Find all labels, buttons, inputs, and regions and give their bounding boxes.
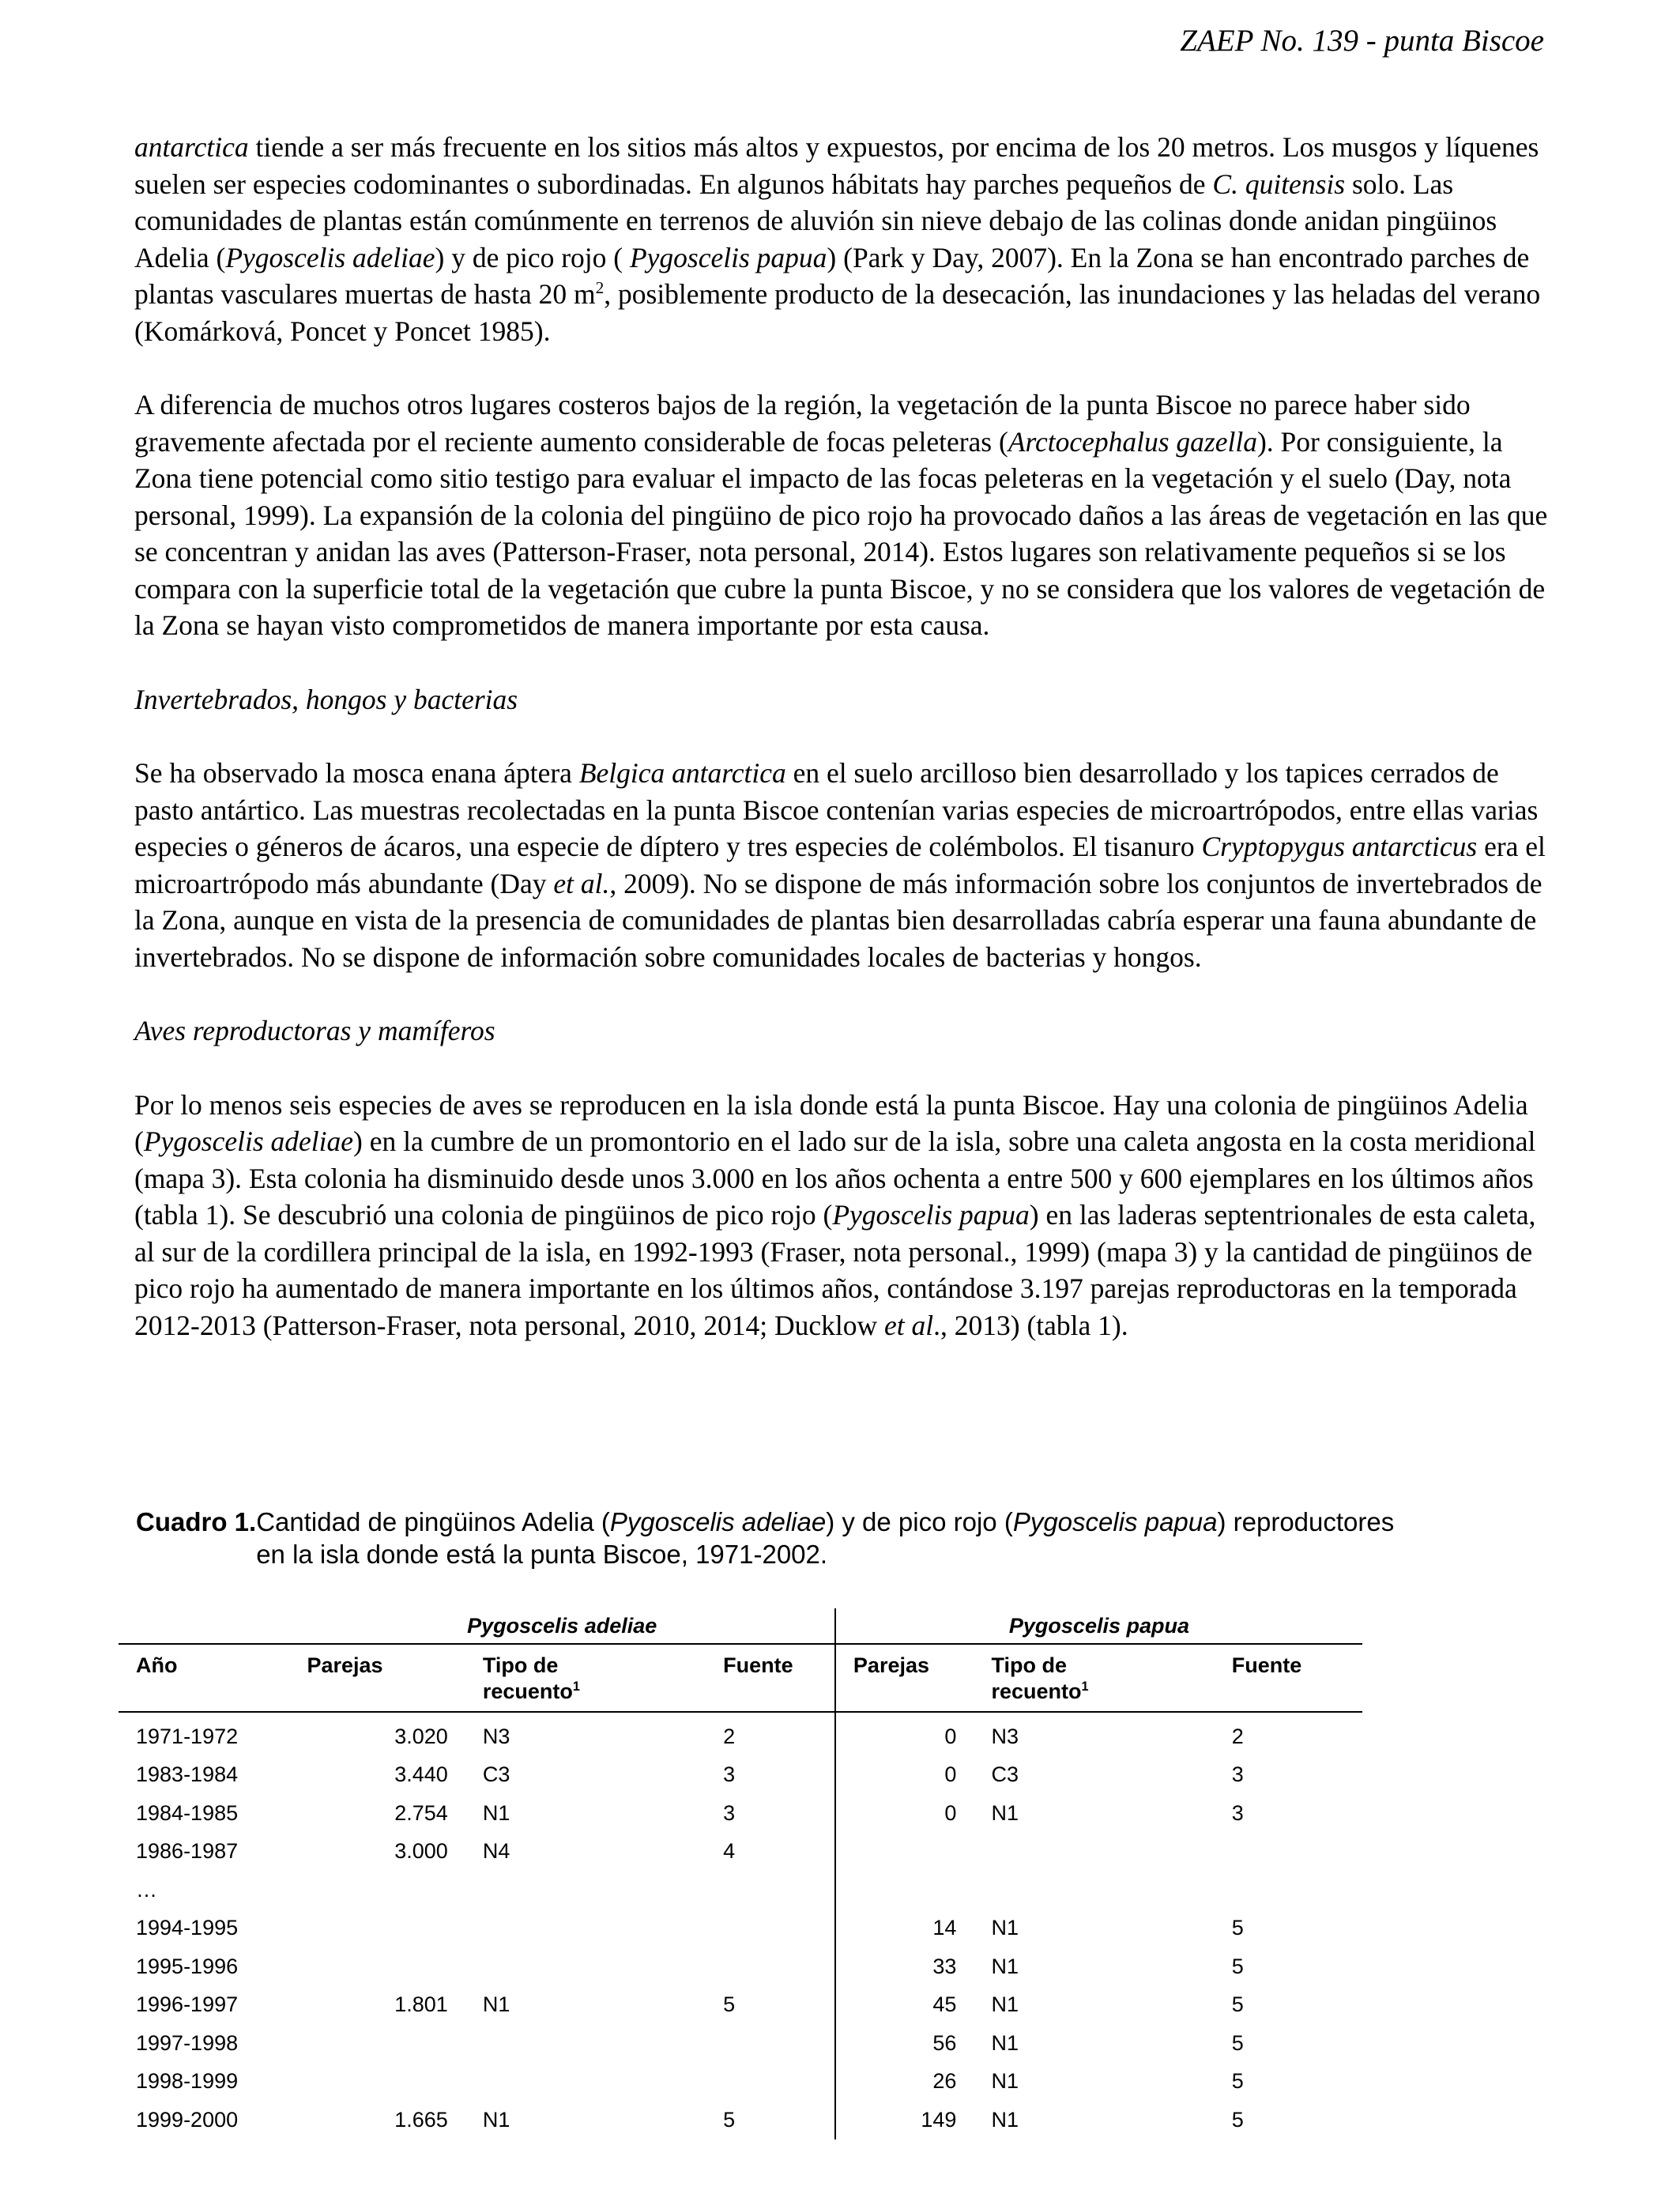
cell-adeliae-count-type: [465, 2063, 706, 2102]
table-row: [119, 2101, 1362, 2139]
column-header-count-type: [465, 1644, 706, 1712]
column-header-source: Fuente: [1215, 1644, 1362, 1712]
cell-papua-pairs: 14: [932, 1916, 957, 1940]
cell-papua-count-type: [974, 1833, 1214, 1872]
cell-papua-count-type: N1: [991, 1800, 1019, 1825]
italic-term: et al.: [553, 867, 610, 899]
section-heading-invertebrates: Invertebrados, hongos y bacterias: [134, 683, 518, 715]
table-row: [119, 1871, 1362, 1909]
cell-adeliae-source: [706, 2024, 835, 2063]
cell-year: 1986-1987: [136, 1839, 239, 1864]
italic-term: Cryptopygus antarcticus: [1201, 831, 1478, 862]
cell-adeliae-source: 5: [706, 2101, 835, 2139]
table-row: [119, 2024, 1362, 2063]
cell-adeliae-count-type: N1: [482, 2107, 510, 2132]
cell-year: 1996-1997: [136, 1992, 239, 2017]
text-run: solo. Las comunidades de plantas están comúnmente en terrenos de aluvión sin nieve debajo de las colinas donde anidan pingüinos Adelia (: [134, 168, 1497, 273]
table-caption: [136, 1506, 1558, 1570]
column-header-source: Fuente: [706, 1644, 835, 1712]
italic-term: Pygoscelis papua: [1012, 1507, 1218, 1536]
section-heading-birds: Aves reproductoras y mamíferos: [134, 1015, 495, 1046]
italic-term: et al: [884, 1309, 934, 1341]
superscript: 2: [595, 278, 605, 298]
footnote-mark: 1: [572, 1679, 580, 1694]
cell-papua-pairs: 0: [944, 1724, 957, 1748]
text-run: ) (Park y Day, 2007). En la Zona se han encontrado parches de plantas vasculares muertas de hasta 20 m: [134, 241, 1530, 310]
caption-label: Cuadro 1.: [136, 1507, 257, 1536]
cell-year: 1971-1972: [136, 1724, 239, 1748]
paragraph-vegetation: [134, 129, 1558, 349]
cell-adeliae-count-type: [465, 2024, 706, 2063]
cell-adeliae-count-type: [465, 1947, 706, 1986]
paragraph-invertebrates: [134, 755, 1558, 975]
italic-term: Pygoscelis papua: [629, 241, 827, 273]
cell-year: 1998-1999: [136, 2069, 239, 2094]
cell-papua-pairs: 26: [932, 2069, 957, 2094]
cell-papua-source: 5: [1231, 2069, 1244, 2094]
species-header-papua: Pygoscelis papua: [835, 1608, 1362, 1644]
cell-papua-source: [1215, 1871, 1362, 1909]
table-row: [119, 1947, 1362, 1986]
empty-header-cell: [119, 1608, 289, 1644]
text-run: era el microartrópodo más abundante (Day: [134, 831, 1546, 899]
text-run: ) y de pico rojo (: [826, 1507, 1013, 1536]
running-header: ZAEP No. 139 - punta Biscoe: [1180, 24, 1544, 58]
table-row: [119, 2063, 1362, 2102]
italic-term: Pygoscelis adeliae: [609, 1507, 827, 1536]
text-run: ) en las laderas septentrionales de esta caleta, al sur de la cordillera principal de la isla, en 1992-1993 (Fraser, nota personal., 1999) (mapa 3) y la cantidad de pingüinos de pico rojo ha aumentado de manera importante en los últimos años, contándose 3.197 parejas reproductoras en la temporada 2012-2013 (Patterson-Fraser, nota personal, 2010, 2014; Ducklow: [134, 1199, 1536, 1341]
cell-adeliae-pairs: [289, 1871, 465, 1909]
cell-papua-count-type: N1: [991, 1916, 1019, 1940]
cell-papua-source: 5: [1231, 1954, 1244, 1978]
cell-papua-pairs: 0: [944, 1800, 957, 1825]
column-header-year: Año: [119, 1644, 289, 1712]
cell-papua-source: 3: [1231, 1762, 1244, 1787]
text-run: A diferencia de muchos otros lugares costeros bajos de la región, la vegetación de la punta Biscoe no parece haber sido gravemente afectada por el reciente aumento considerable de focas peleteras (: [134, 389, 1471, 458]
text-run: Cantidad de pingüinos Adelia (: [256, 1507, 610, 1536]
body-text: [134, 129, 1558, 1381]
cell-adeliae-pairs: [289, 1947, 465, 1986]
cell-adeliae-pairs: 3.440: [394, 1762, 448, 1787]
cell-adeliae-count-type: N1: [482, 1800, 510, 1825]
italic-term: Belgica antarctica: [578, 757, 786, 789]
italic-term: C. quitensis: [1212, 168, 1346, 200]
cell-papua-pairs: 149: [921, 2107, 957, 2132]
table-row: [119, 1909, 1362, 1948]
cell-papua-count-type: [974, 1871, 1214, 1909]
footnote-mark: 1: [1081, 1679, 1089, 1694]
paragraph-birds: [134, 1087, 1558, 1344]
cell-adeliae-pairs: [289, 2063, 465, 2102]
cell-adeliae-source: [706, 1947, 835, 1986]
italic-term: Pygoscelis adeliae: [225, 241, 435, 273]
cell-adeliae-count-type: N3: [482, 1724, 510, 1748]
cell-papua-pairs: 33: [932, 1954, 957, 1978]
cell-adeliae-source: 2: [706, 1712, 835, 1756]
text-run: ., 2013) (tabla 1).: [933, 1309, 1128, 1341]
cell-adeliae-pairs: 1.801: [394, 1992, 448, 2017]
cell-adeliae-count-type: N4: [482, 1839, 510, 1864]
column-header-pairs: Parejas: [289, 1644, 465, 1712]
cell-adeliae-count-type: [465, 1871, 706, 1909]
table-row: [119, 1986, 1362, 2025]
cell-year: 1997-1998: [136, 2030, 239, 2055]
text-run: Se ha observado la mosca enana áptera: [134, 757, 579, 789]
cell-papua-count-type: N1: [991, 1992, 1019, 2017]
italic-term: Pygoscelis papua: [832, 1199, 1030, 1231]
paragraph-fur-seals: [134, 386, 1558, 644]
header-text: recuento: [991, 1679, 1082, 1703]
column-header-count-type: [974, 1644, 1214, 1712]
text-run: Por lo menos seis especies de aves se reproducen en la isla donde está la punta Biscoe. Hay una colonia de pingüinos Adelia (: [134, 1088, 1528, 1157]
cell-year: 1994-1995: [136, 1916, 239, 1940]
cell-papua-count-type: N1: [991, 2030, 1019, 2055]
italic-term: Arctocephalus gazella: [1008, 425, 1257, 458]
italic-term: antarctica: [134, 131, 249, 163]
cell-adeliae-source: [706, 1871, 835, 1909]
text-run: , posiblemente producto de la desecación, las inundaciones y las heladas del verano (Komárková, Poncet y Poncet 1985).: [134, 278, 1541, 347]
cell-adeliae-source: 5: [706, 1986, 835, 2025]
cell-papua-count-type: N3: [991, 1724, 1019, 1748]
column-header-row: [119, 1644, 1362, 1712]
cell-papua-source: 3: [1231, 1800, 1244, 1825]
text-run: , 2009). No se dispone de más información sobre los conjuntos de invertebrados de la Zona, aunque en vista de la presencia de comunidades de plantas bien desarrolladas cabría esperar una fauna abundante de invertebrados. No se dispone de información sobre comunidades locales de bacterias y hongos.: [134, 867, 1543, 973]
species-header-adeliae: Pygoscelis adeliae: [289, 1608, 834, 1644]
header-text: recuento: [482, 1679, 573, 1703]
header-text: Tipo de: [991, 1653, 1067, 1677]
cell-papua-count-type: N1: [991, 2069, 1019, 2094]
cell-adeliae-count-type: N1: [482, 1992, 510, 2017]
cell-adeliae-pairs: 2.754: [394, 1800, 448, 1825]
cell-papua-pairs: 56: [932, 2030, 957, 2055]
cell-papua-count-type: N1: [991, 1954, 1019, 1978]
cell-papua-pairs: [835, 1871, 974, 1909]
cell-year: …: [136, 1877, 157, 1902]
text-run: ) reproductores: [1217, 1507, 1395, 1536]
cell-adeliae-pairs: 3.000: [394, 1839, 448, 1864]
text-run: ) en la cumbre de un promontorio en el lado sur de la isla, sobre una caleta angosta en la costa meridional (mapa 3). Esta colonia ha disminuido desde unos 3.000 en los años ochenta a entre 500 y 600 ejemplares en los últimos años (tabla 1). Se descubrió una colonia de pingüinos de pico rojo (: [134, 1125, 1536, 1231]
cell-papua-count-type: C3: [991, 1762, 1019, 1787]
italic-term: Pygoscelis adeliae: [143, 1125, 354, 1157]
penguin-count-table: [119, 1608, 1362, 2139]
cell-papua-source: 2: [1231, 1724, 1244, 1748]
text-run: ) y de pico rojo (: [435, 241, 630, 273]
text-run: tiende a ser más frecuente en los sitios más altos y expuestos, por encima de los 20 metros. Los musgos y líquenes suelen ser especies codominantes o subordinadas. En algunos hábitats hay parches pequeños de: [134, 131, 1539, 200]
cell-papua-source: 5: [1231, 1916, 1244, 1940]
cell-papua-pairs: 0: [944, 1762, 957, 1787]
cell-adeliae-pairs: 3.020: [394, 1724, 448, 1748]
cell-year: 1983-1984: [136, 1762, 239, 1787]
cell-papua-count-type: N1: [991, 2107, 1019, 2132]
cell-year: 1995-1996: [136, 1954, 239, 1978]
cell-adeliae-source: [706, 1909, 835, 1948]
cell-adeliae-source: 3: [706, 1756, 835, 1795]
table-body: [119, 1712, 1362, 2139]
species-header-row: [119, 1608, 1362, 1644]
cell-adeliae-count-type: C3: [482, 1762, 510, 1787]
table-row: [119, 1756, 1362, 1795]
cell-adeliae-source: 3: [706, 1794, 835, 1833]
cell-papua-source: 5: [1231, 2030, 1244, 2055]
cell-papua-pairs: 45: [932, 1992, 957, 2017]
cell-adeliae-source: [706, 2063, 835, 2102]
column-header-pairs: Parejas: [835, 1644, 974, 1712]
cell-year: 1999-2000: [136, 2107, 239, 2132]
header-text: Tipo de: [482, 1653, 559, 1677]
cell-papua-source: [1215, 1833, 1362, 1872]
caption-text: [256, 1506, 1558, 1570]
cell-adeliae-pairs: [289, 2024, 465, 2063]
cell-papua-source: 5: [1231, 1992, 1244, 2017]
text-run: en el suelo arcilloso bien desarrollado y los tapices cerrados de pasto antártico. Las muestras recolectadas en la punta Biscoe contenían varias especies de microartrópodos, entre ellas varias especies o géneros de ácaros, una especie de díptero y tres especies de colémbolos. El tisanuro: [134, 757, 1539, 862]
cell-papua-pairs: [835, 1833, 974, 1872]
cell-adeliae-pairs: [289, 1909, 465, 1948]
caption-line-2: en la isla donde está la punta Biscoe, 1971-2002.: [256, 1540, 828, 1569]
cell-year: 1984-1985: [136, 1800, 239, 1825]
table-row: [119, 1794, 1362, 1833]
cell-adeliae-pairs: 1.665: [394, 2107, 448, 2132]
table-row: [119, 1833, 1362, 1872]
cell-adeliae-source: 4: [706, 1833, 835, 1872]
table-row: [119, 1712, 1362, 1756]
text-run: ). Por consiguiente, la Zona tiene potencial como sitio testigo para evaluar el impacto de las focas peleteras en la vegetación y el suelo (Day, nota personal, 1999). La expansión de la colonia del pingüino de pico rojo ha provocado daños a las áreas de vegetación en las que se concentran y anidan las aves (Patterson-Fraser, nota personal, 2014). Estos lugares son relativamente pequeños si se los compara con la superficie total de la vegetación que cubre la punta Biscoe, y no se considera que los valores de vegetación de la Zona se hayan visto comprometidos de manera importante por esta causa.: [134, 425, 1548, 641]
cell-adeliae-count-type: [465, 1909, 706, 1948]
cell-papua-source: 5: [1231, 2107, 1244, 2132]
